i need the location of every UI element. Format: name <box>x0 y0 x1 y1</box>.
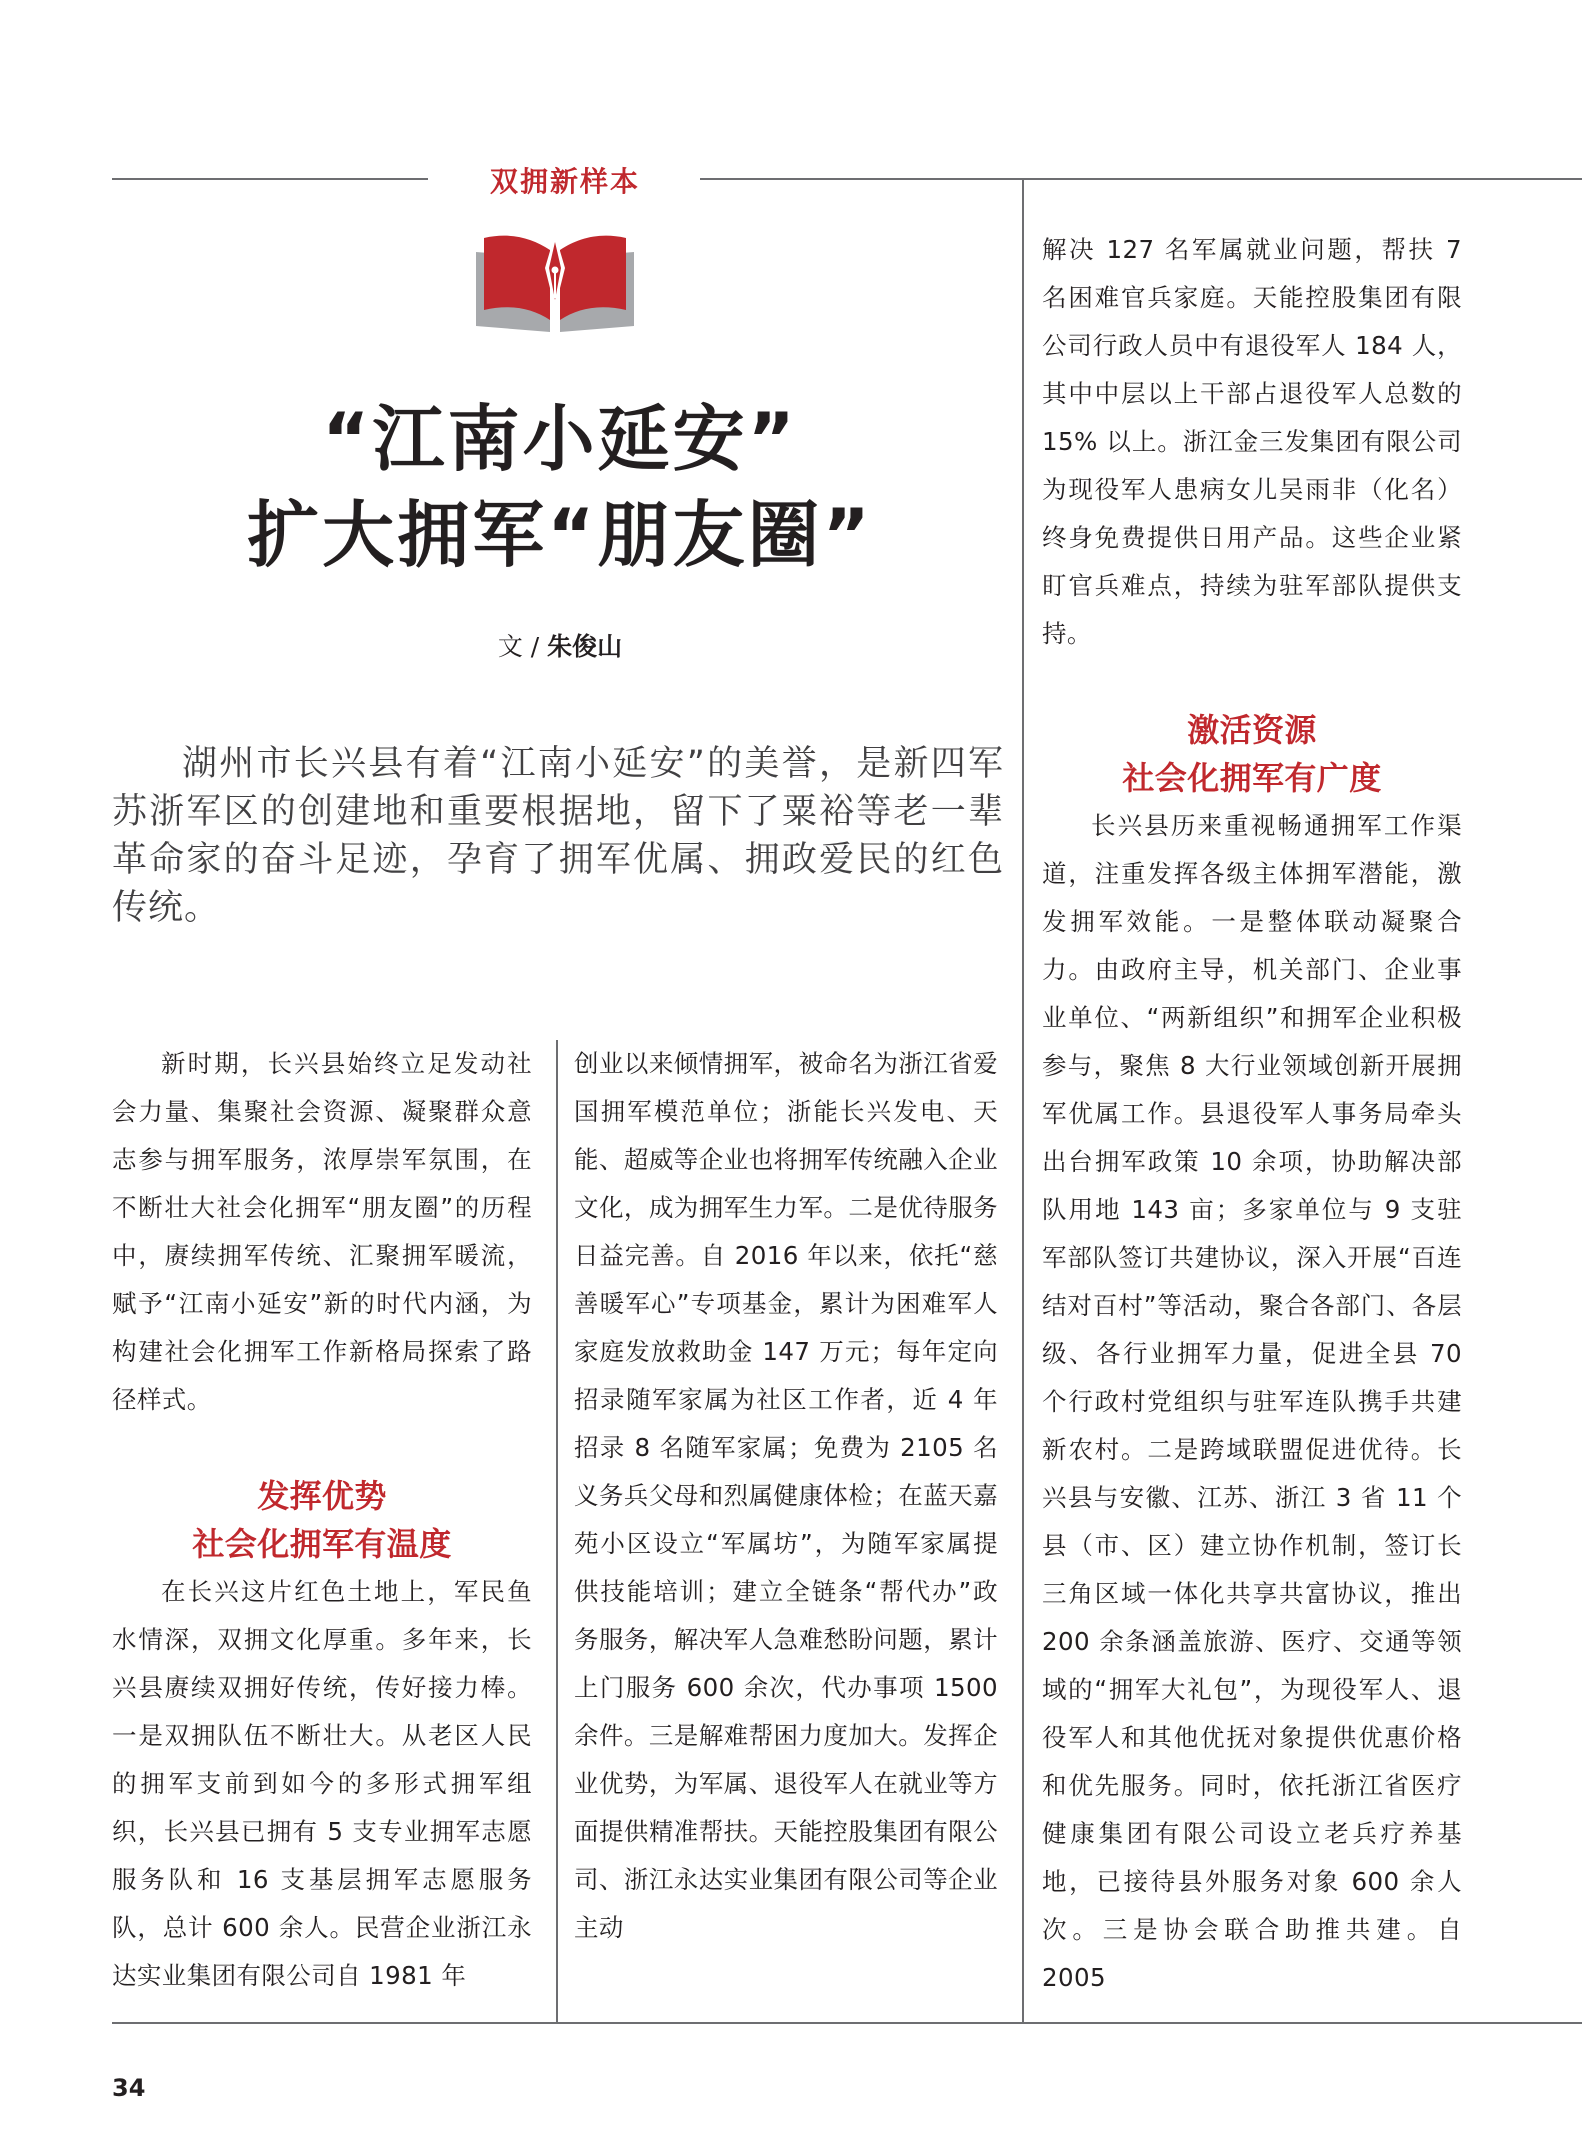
intro-paragraph: 新时期，长兴县始终立足发动社会力量、集聚社会资源、凝聚群众意志参与拥军服务，浓厚崇军氛围，在不断壮大社会化拥军“朋友圈”的历程中，赓续拥军传统、汇聚拥军暖流，赋予“江南小延安”新的时代内涵，为构建社会化拥军工作新格局探索了路径样式。 <box>112 1049 532 1414</box>
subhead-2-line1: 激活资源 <box>1187 711 1317 749</box>
header-rule-right <box>700 178 1582 180</box>
byline-author: 朱俊山 <box>547 632 623 661</box>
subhead-2-line2: 社会化拥军有广度 <box>1122 759 1382 797</box>
article-column-1 <box>112 1040 532 2000</box>
lead-paragraph: 湖州市长兴县有着“江南小延安”的美誉，是新四军苏浙军区的创建地和重要根据地，留下了粟裕等老一辈革命家的奋斗足迹，孕育了拥军优属、拥政爱民的红色传统。 <box>112 744 1004 928</box>
subhead-1-line2: 社会化拥军有温度 <box>192 1525 452 1563</box>
article-column-3 <box>1042 226 1462 2002</box>
byline <box>440 627 680 663</box>
book-pen-icon <box>470 228 640 334</box>
body-paragraph-4: 长兴县历来重视畅通拥军工作渠道，注重发挥各级主体拥军潜能，激发拥军效能。一是整体联动凝聚合力。由政府主导，机关部门、企业事业单位、“两新组织”和拥军企业积极参与，聚焦 8 大行业领域创新开展拥军优属工作。县退役军人事务局牵头出台拥军政策 10 余项，协助解决部队用地 143 亩；多家单位与 9 支驻军部队签订共建协议，深入开展“百连结对百村”等活动，聚合各部门、各层级、各行业拥军力量，促进全县 70 个行政村党组织与驻军连队携手共建新农村。二是跨域联盟促进优待。长兴县与安徽、江苏、浙江 3 省 11 个县（市、区）建立协作机制，签订长三角区域一体化共享共富协议，推出 200 余条涵盖旅游、医疗、交通等领域的“拥军大礼包”，为现役军人、退役军人和其他优抚对象提供优惠价格和优先服务。同时，依托浙江省医疗健康集团有限公司设立老兵疗养基地，已接待县外服务对象 600 余人次。三是协会联合助推共建。自 2005 <box>1042 811 1462 1992</box>
footer-rule <box>112 2022 1582 2024</box>
page-number: 34 <box>112 2074 146 2102</box>
body-paragraph-2: 创业以来倾情拥军，被命名为浙江省爱国拥军模范单位；浙能长兴发电、天能、超威等企业也将拥军传统融入企业文化，成为拥军生力军。二是优待服务日益完善。自 2016 年以来，依托“慈善暖军心”专项基金，累计为困难军人家庭发放救助金 147 万元；每年定向招录随军家属为社区工作者，近 4 年招录 8 名随军家属；免费为 2105 名义务兵父母和烈属健康体检；在蓝天嘉苑小区设立“军属坊”，为随军家属提供技能培训；建立全链条“帮代办”政务服务，解决军人急难愁盼问题，累计上门服务 600 余次，代办事项 1500 余件。三是解难帮困力度加大。发挥企业优势，为军属、退役军人在就业等方面提供精准帮扶。天能控股集团有限公司、浙江永达实业集团有限公司等企业主动 <box>574 1049 998 1942</box>
column-divider-right <box>1022 180 1024 2022</box>
article-title-line1: “江南小延安” <box>322 397 798 481</box>
byline-prefix: 文 / <box>497 632 548 661</box>
subhead-1-line1: 发挥优势 <box>257 1477 387 1515</box>
header-rule-left <box>112 178 428 180</box>
body-paragraph-3: 解决 127 名军属就业问题，帮扶 7 名困难官兵家庭。天能控股集团有限公司行政人员中有退役军人 184 人，其中中层以上干部占退役军人总数的 15% 以上。浙江金三发集团有限公司为现役军人患病女儿吴雨非（化名）终身免费提供日用产品。这些企业紧盯官兵难点，持续为驻军部队提供支持。 <box>1042 235 1462 648</box>
body-paragraph-1: 在长兴这片红色土地上，军民鱼水情深，双拥文化厚重。多年来，长兴县赓续双拥好传统，传好接力棒。一是双拥队伍不断壮大。从老区人民的拥军支前到如今的多形式拥军组织，长兴县已拥有 5 支专业拥军志愿服务队和 16 支基层拥军志愿服务队，总计 600 余人。民营企业浙江永达实业集团有限公司自 1981 年 <box>112 1577 532 1990</box>
section-tag: 双拥新样本 <box>489 165 640 198</box>
column-divider-middle <box>556 1040 558 2022</box>
article-column-2 <box>574 1040 998 1952</box>
article-title-line2: 扩大拥军“朋友圈” <box>247 493 873 577</box>
